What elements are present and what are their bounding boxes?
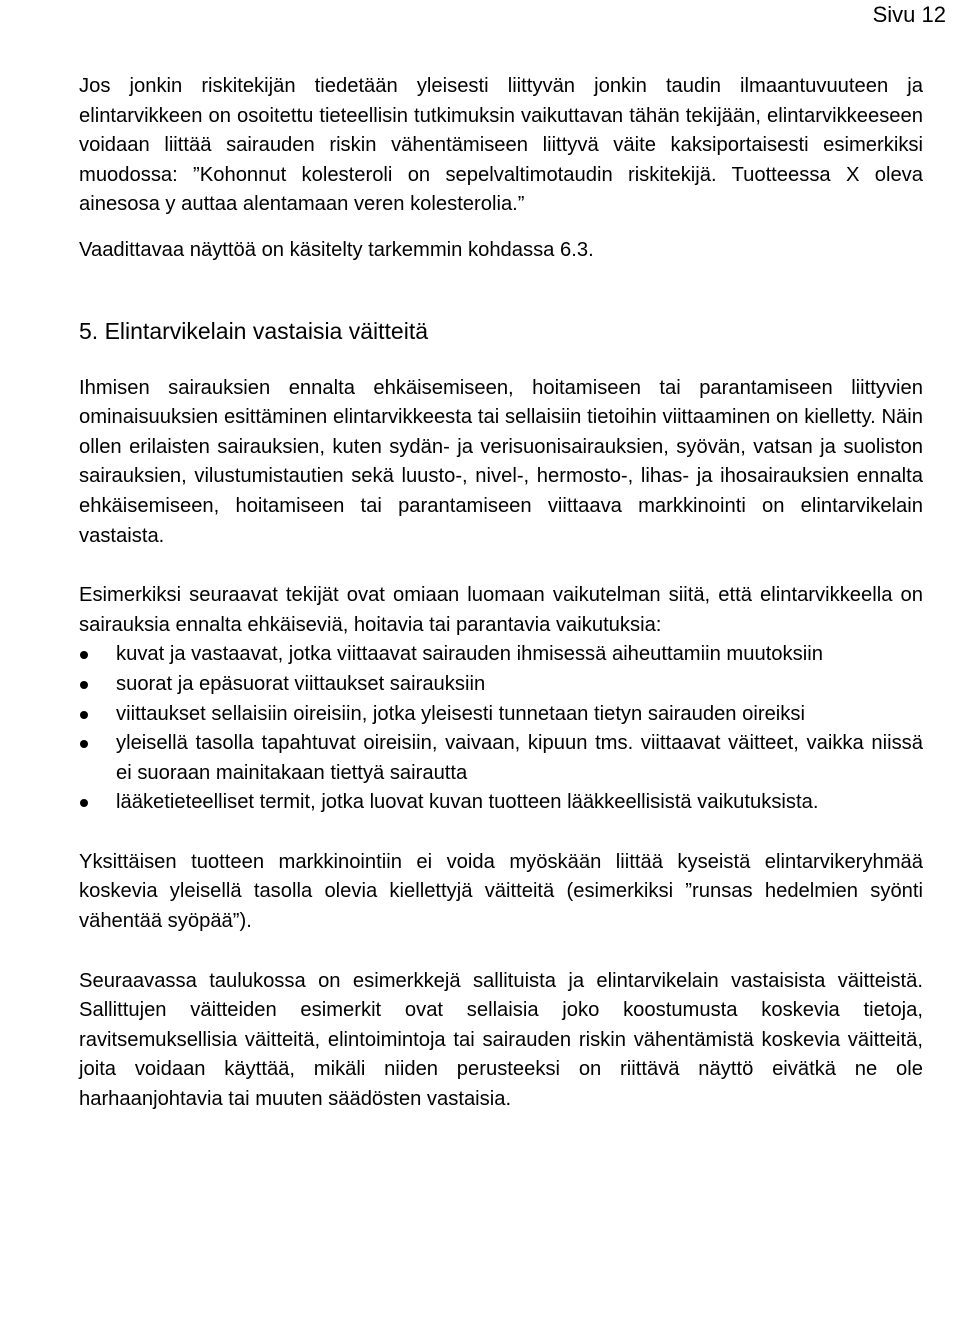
list-item-text: viittaukset sellaisiin oireisiin, jotka yleisesti tunnetaan tietyn sairauden oireiksi xyxy=(116,702,805,725)
list-item xyxy=(79,788,923,818)
bullet-icon xyxy=(80,740,88,748)
bullet-icon xyxy=(80,799,88,807)
document-body xyxy=(79,72,923,1115)
paragraph-evidence-reference: Vaadittavaa näyttöä on käsitelty tarkemmin kohdassa 6.3. xyxy=(79,238,594,261)
paragraph-prohibited-claims: Ihmisen sairauksien ennalta ehkäisemiseen, hoitamiseen tai parantamiseen liittyvien ominaisuuksien esittäminen elintarvikkeesta tai sellaisiin tietoihin viittaaminen on kielletty. Näin ollen erilaisten sairauksien, kuten sydän- ja verisuonisairauksien, syövän, vatsan ja suoliston sairauksien, vilustumistautien sekä luusto-, nivel-, hermosto-, lihas- ja ihosairauksien ennalta ehkäisemiseen, hoitamiseen tai parantamiseen viittaava markkinointi on elintarvikelain vastaista. xyxy=(79,376,923,547)
paragraph-single-product: Yksittäisen tuotteen markkinointiin ei voida myöskään liittää kyseistä elintarvikeryhmää koskevia yleisellä tasolla olevia kiellettyjä väitteitä (esimerkiksi ”runsas hedelmien syönti vähentää syöpää”). xyxy=(79,850,923,933)
bullet-list xyxy=(79,640,923,818)
list-item xyxy=(79,670,923,700)
list-item-text: kuvat ja vastaavat, jotka viittaavat sairauden ihmisessä aiheuttamiin muutoksiin xyxy=(116,643,823,666)
list-item xyxy=(79,640,923,670)
paragraph-risk-factor-claim: Jos jonkin riskitekijän tiedetään yleisesti liittyvän jonkin taudin ilmaantuvuuteen ja elintarvikkeen on osoitettu tieteellisin tutkimuksin vaikuttavan tähän tekijään, elintarvikkeeseen voidaan liittää sairauden riskin vähentämiseen liittyvä väite kaksiportaisesti esimerkiksi muodossa: ”Kohonnut kolesteroli on sepelvaltimotaudin riskitekijä. Tuotteessa X oleva ainesosa y auttaa alentamaan veren kolesterolia.” xyxy=(79,75,923,216)
list-item xyxy=(79,700,923,730)
bullet-icon xyxy=(80,651,88,659)
list-item-text: suorat ja epäsuorat viittaukset sairauksiin xyxy=(116,672,486,695)
list-item-text: yleisellä tasolla tapahtuvat oireisiin, vaivaan, kipuun tms. viittaavat väitteet, vaikka niissä ei suoraan mainitakaan tiettyä sairautta xyxy=(116,732,923,784)
list-item xyxy=(79,729,923,788)
bullet-icon xyxy=(80,711,88,719)
bullet-icon xyxy=(80,681,88,689)
paragraph-examples-intro: Esimerkiksi seuraavat tekijät ovat omiaan luomaan vaikutelman siitä, että elintarvikkeella on sairauksia ennalta ehkäiseviä, hoitavia tai parantavia vaikutuksia: xyxy=(79,584,923,636)
paragraph-table-intro: Seuraavassa taulukossa on esimerkkejä sallituista ja elintarvikelain vastaisista väitteistä. Sallittujen väitteiden esimerkit ovat sellaisia joko koostumusta koskevia tietoja, ravitsemuksellisia väitteitä, elintoimintoja tai sairauden riskin vähentämistä koskevia väitteitä, joita voidaan käyttää, mikäli niiden perusteeksi on riittävä näyttö eivätkä ne ole harhaanjohtavia tai muuten säädösten vastaisia. xyxy=(79,969,923,1111)
list-item-text: lääketieteelliset termit, jotka luovat kuvan tuotteen lääkkeellisistä vaikutuksista. xyxy=(116,791,819,814)
section-heading: 5. Elintarvikelain vastaisia väitteitä xyxy=(79,317,428,344)
page-number: Sivu 12 xyxy=(872,2,946,27)
